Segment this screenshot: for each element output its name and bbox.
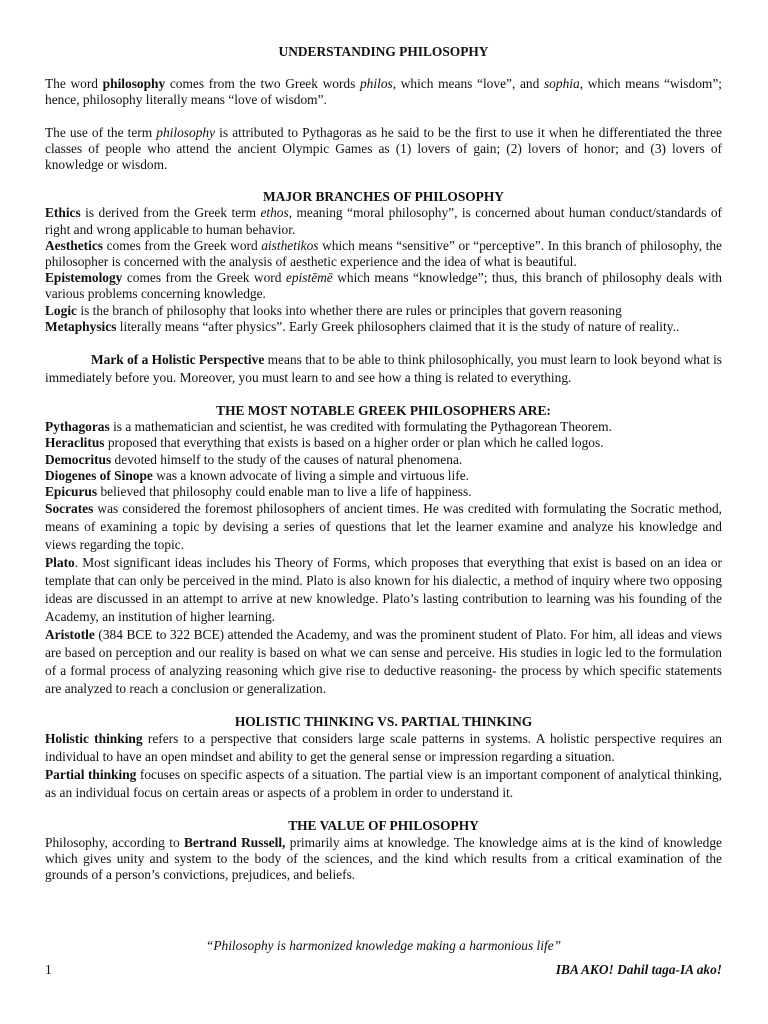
value-paragraph: Philosophy, according to Bertrand Russell, primarily aims at knowledge. The knowledge aims at is the kind of knowledge which gives unity and system to the body of the sciences, and the kind which results from a critical examination of the grounds of a person’s convictions, prejudices, and beliefs. bbox=[45, 834, 722, 883]
partial-thinking-paragraph: Partial thinking focuses on specific aspects of a situation. The partial view is an important component of analytical thinking, as an individual focus on certain areas or aspects of a problem in order to understand it. bbox=[45, 767, 722, 801]
page-number: 1 bbox=[45, 962, 52, 977]
thinking-heading: HOLISTIC THINKING VS. PARTIAL THINKING bbox=[234, 714, 533, 730]
page-footer bbox=[45, 962, 722, 978]
intro-paragraph-2: The use of the term philosophy is attributed to Pythagoras as he said to be the first to use it when he differentiated the three classes of people who attend the ancient Olympic Games as (1) lovers of gain; (2) lovers of honor; and (3) lovers of knowledge or wisdom. bbox=[45, 124, 723, 173]
branch-ethics: Ethics is derived from the Greek term ethos, meaning “moral philosophy”, is concerned about human conduct/standards of right and wrong applicable to human behavior. bbox=[45, 205, 722, 237]
philosopher-plato: Plato. Most significant ideas includes his Theory of Forms, which proposes that everything that exist is based on an idea or template that can only be perceived in the mind. Plato is also known for his dialectic, a method of inquiry where two opposing ideas are discussed in an attempt to arrive at new knowledge. Plato’s lasting contribution to learning was his founding of the Academy, an institution of higher learning. bbox=[45, 555, 722, 625]
philosophers-heading: THE MOST NOTABLE GREEK PHILOSOPHERS ARE: bbox=[216, 403, 551, 419]
philosopher-socrates: Socrates was considered the foremost philosophers of ancient times. He was credited with formulating the Socratic method, means of examining a topic by devising a series of questions that let the learner examine and analyze his knowledge and views regarding the topic. bbox=[45, 501, 722, 553]
branches-heading: MAJOR BRANCHES OF PHILOSOPHY bbox=[263, 189, 504, 205]
branch-logic: Logic is the branch of philosophy that looks into whether there are rules or principles that govern reasoning bbox=[45, 302, 622, 318]
branch-epistemology: Epistemology comes from the Greek word epistēmē which means “knowledge”; thus, this branch of philosophy deals with various problems concerning knowledge. bbox=[45, 270, 722, 302]
holistic-perspective-paragraph: Mark of a Holistic Perspective means that to be able to think philosophically, you must learn to look beyond what is immediately before you. Moreover, you must learn to and see how a thing is related to everything. bbox=[45, 352, 723, 386]
document-title: UNDERSTANDING PHILOSOPHY bbox=[278, 44, 489, 59]
philosopher-pythagoras: Pythagoras is a mathematician and scientist, he was credited with formulating the Pythagorean Theorem. bbox=[45, 419, 612, 435]
holistic-thinking-paragraph: Holistic thinking refers to a perspective that considers large scale patterns in systems. A holistic perspective requires an individual to have an open mindset and ability to get the general sense or impression regarding a situation. bbox=[45, 731, 723, 765]
philosopher-epicurus: Epicurus believed that philosophy could enable man to live a life of happiness. bbox=[45, 484, 472, 500]
footer-tagline: IBA AKO! Dahil taga-IA ako! bbox=[555, 962, 722, 977]
branch-aesthetics: Aesthetics comes from the Greek word aisthetikos which means “sensitive” or “perceptive”. In this branch of philosophy, the philosopher is concerned with the analysis of aesthetic experience and the idea of what is beautiful. bbox=[45, 237, 722, 270]
philosopher-heraclitus: Heraclitus proposed that everything that exists is based on a higher order or plan which he called logos. bbox=[45, 435, 604, 451]
philosopher-diogenes: Diogenes of Sinope was a known advocate of living a simple and virtuous life. bbox=[45, 467, 469, 483]
value-heading: THE VALUE OF PHILOSOPHY bbox=[288, 818, 479, 834]
intro-paragraph-1: The word philosophy comes from the two Greek words philos, which means “love”, and sophia, which means “wisdom”; hence, philosophy literally means “love of wisdom”. bbox=[45, 76, 722, 108]
document-page bbox=[45, 44, 722, 883]
branch-metaphysics: Metaphysics literally means “after physics”. Early Greek philosophers claimed that it is the study of nature of reality.. bbox=[45, 318, 680, 334]
philosopher-democritus: Democritus devoted himself to the study of the causes of natural phenomena. bbox=[45, 451, 463, 467]
closing-quote: “Philosophy is harmonized knowledge making a harmonious life” bbox=[205, 938, 562, 953]
philosopher-aristotle: Aristotle (384 BCE to 322 BCE) attended the Academy, and was the prominent student of Plato. For him, all ideas and views are based on perception and our reality is based on what we can sense and perceive. His studies in logic led to the formulation of a formal process of analyzing reasoning which give rise to deductive reasoning- the process by which specific statements are analyzed to reach a conclusion or generalization. bbox=[45, 627, 722, 697]
